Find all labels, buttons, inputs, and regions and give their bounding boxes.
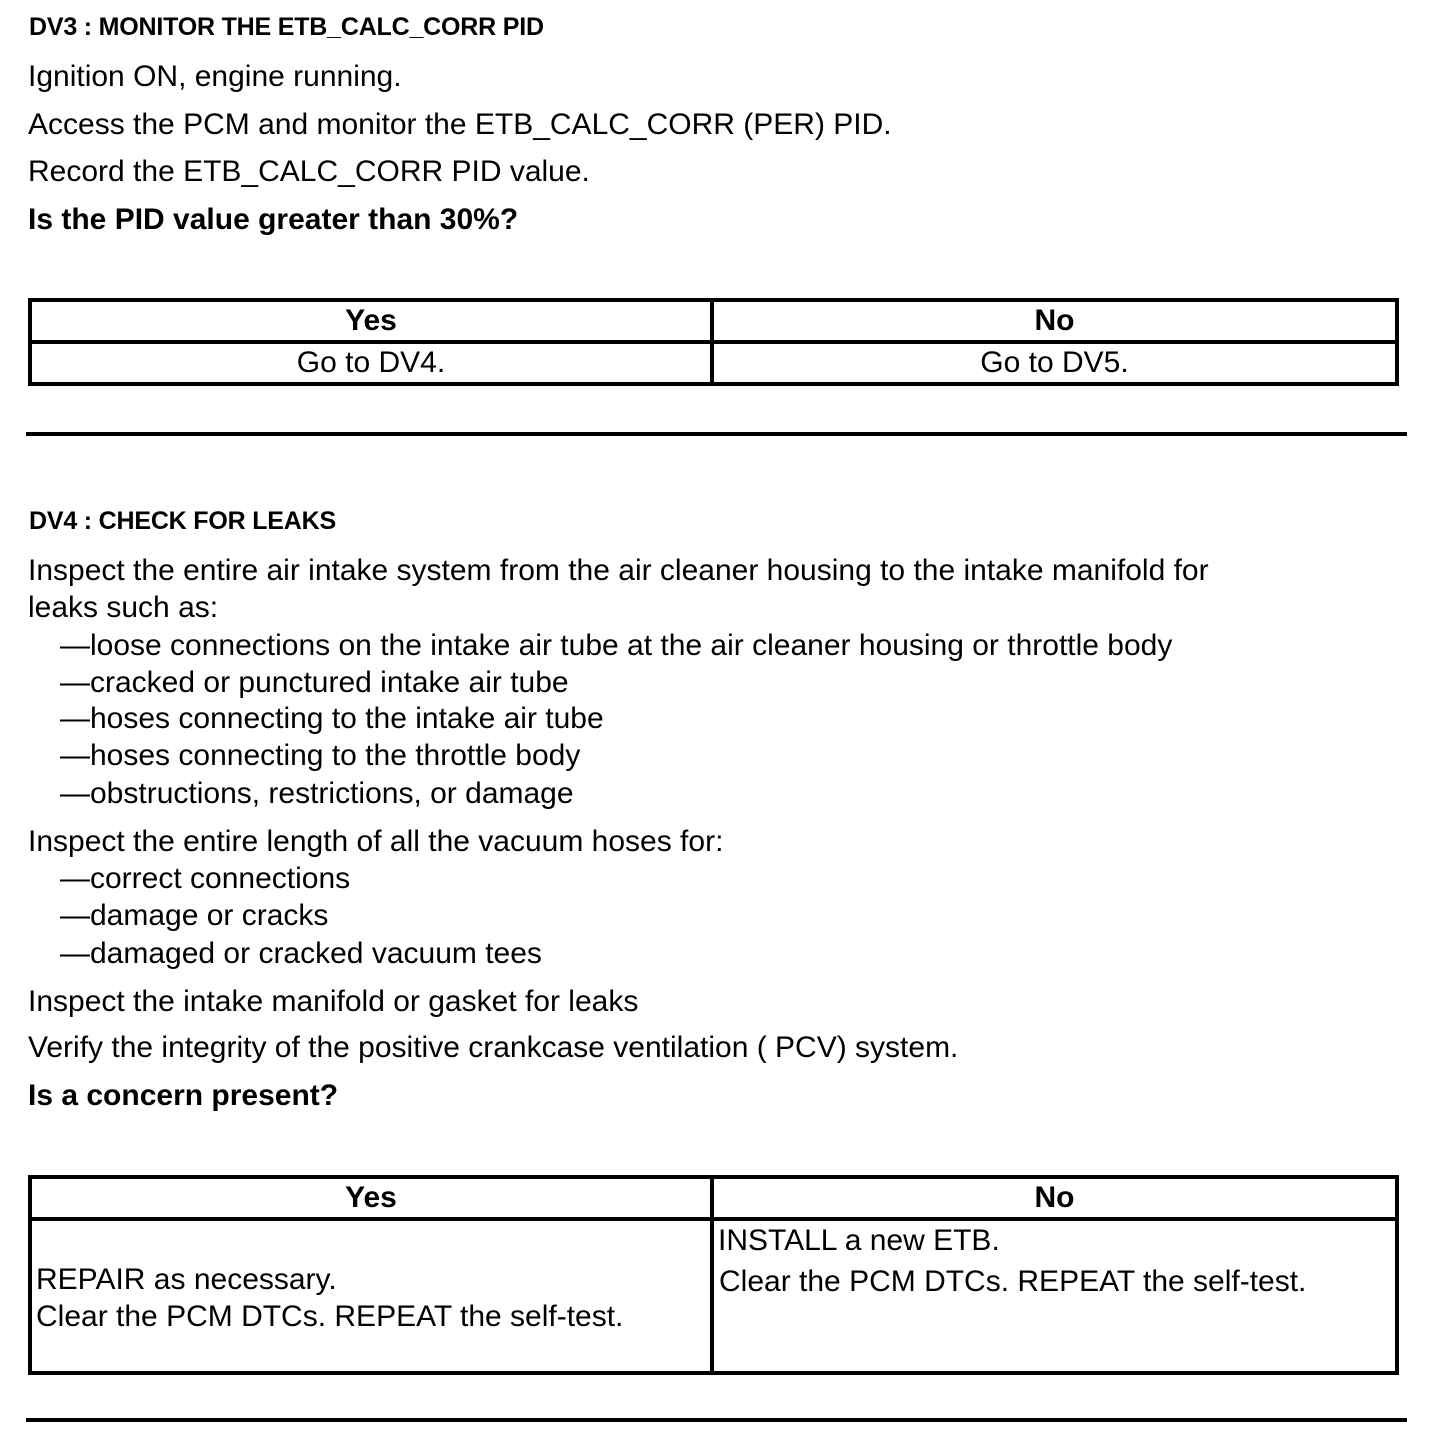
dv4-heading: DV4 : CHECK FOR LEAKS: [29, 507, 336, 535]
dv4-yes-action: [30, 1219, 712, 1373]
dv4-question: Is a concern present?: [28, 1079, 339, 1112]
vacuum-check-item: —damage or cracks: [60, 899, 329, 932]
dv3-yes-header: Yes: [30, 300, 712, 342]
vacuum-check-item: —damaged or cracked vacuum tees: [60, 937, 542, 970]
pcv-line: Verify the integrity of the positive crankcase ventilation ( PCV) system.: [28, 1031, 959, 1064]
dv4-no-action-line: INSTALL a new ETB.: [718, 1224, 1000, 1257]
dv3-no-header: No: [712, 300, 1397, 342]
dv3-step-line: Access the PCM and monitor the ETB_CALC_CORR (PER) PID.: [28, 108, 892, 141]
section-divider: [26, 432, 1407, 436]
intake-check-item: —loose connections on the intake air tube at the air cleaner housing or throttle body: [60, 629, 1173, 662]
dv4-no-action-line: Clear the PCM DTCs. REPEAT the self-test.: [719, 1265, 1307, 1298]
intake-check-item: —hoses connecting to the intake air tube: [60, 702, 604, 735]
dv4-intro-line: leaks such as:: [28, 591, 219, 624]
dv3-no-action: Go to DV5.: [712, 342, 1397, 384]
dv4-yes-header: Yes: [30, 1177, 712, 1219]
dv3-question: Is the PID value greater than 30%?: [28, 203, 519, 236]
intake-check-item: —obstructions, restrictions, or damage: [60, 777, 574, 810]
section-divider: [26, 1418, 1407, 1422]
dv4-yes-action-line: Clear the PCM DTCs. REPEAT the self-test.: [36, 1300, 624, 1333]
dv3-yes-action: Go to DV4.: [30, 342, 712, 384]
manifold-line: Inspect the intake manifold or gasket for leaks: [28, 985, 639, 1018]
dv4-no-action: [712, 1219, 1397, 1373]
vacuum-check-item: —correct connections: [60, 862, 351, 895]
dv4-no-header: No: [712, 1177, 1397, 1219]
intake-check-item: —cracked or punctured intake air tube: [60, 666, 569, 699]
dv3-step-line: Record the ETB_CALC_CORR PID value.: [28, 155, 590, 188]
dv4-yes-action-line: REPAIR as necessary.: [36, 1263, 337, 1296]
dv4-intro-line: Inspect the entire air intake system from the air cleaner housing to the intake manifold for: [28, 554, 1209, 587]
vacuum-intro: Inspect the entire length of all the vacuum hoses for:: [28, 825, 724, 858]
intake-check-item: —hoses connecting to the throttle body: [60, 739, 581, 772]
dv4-decision-table: [28, 1175, 1399, 1375]
dv3-heading: DV3 : MONITOR THE ETB_CALC_CORR PID: [29, 13, 544, 41]
dv3-step-line: Ignition ON, engine running.: [28, 60, 402, 93]
dv3-decision-table: [28, 298, 1399, 386]
